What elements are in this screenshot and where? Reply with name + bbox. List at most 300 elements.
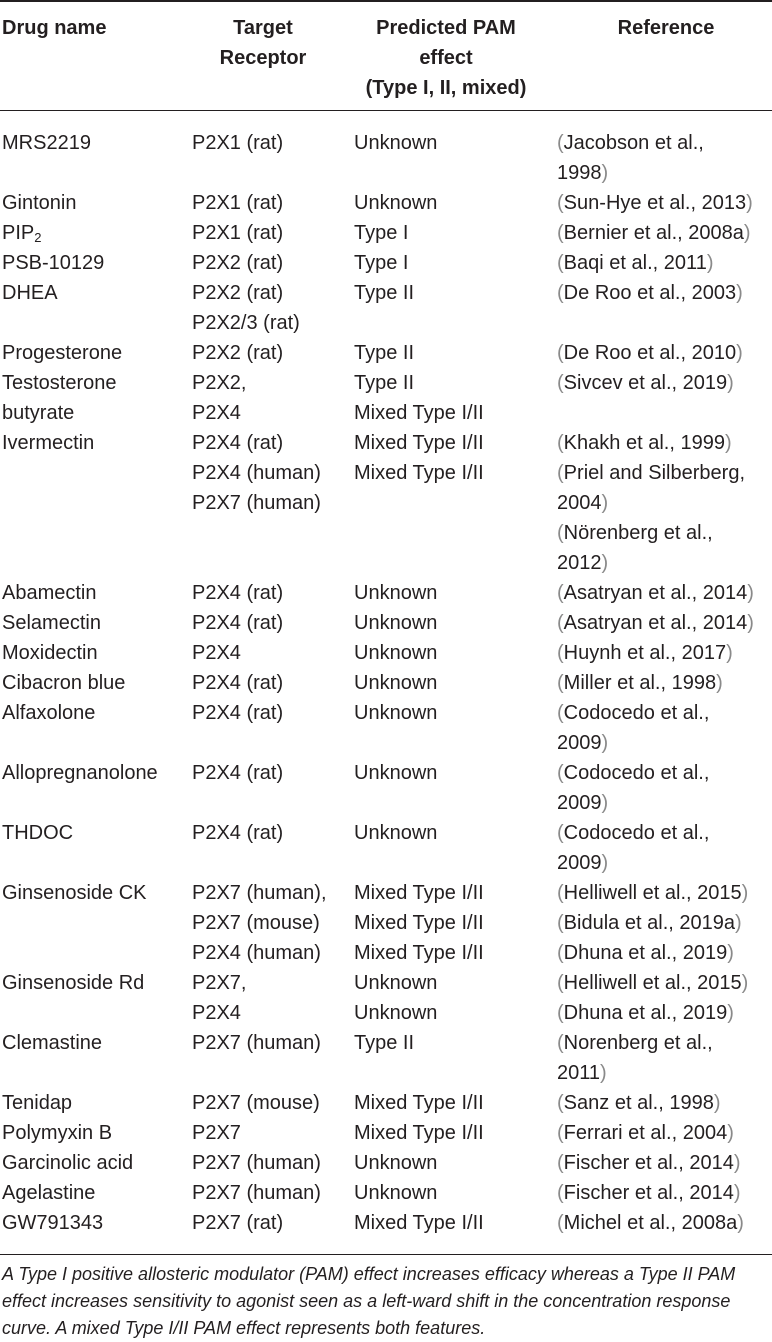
drug-name-cell bbox=[2, 608, 101, 638]
parenthesis: ) bbox=[601, 492, 609, 514]
reference-cell bbox=[557, 338, 743, 368]
parenthesis: ) bbox=[601, 792, 609, 814]
parenthesis: ( bbox=[557, 372, 564, 394]
drug-name-cell bbox=[2, 1148, 133, 1178]
cell-line: 2009) bbox=[557, 732, 609, 754]
cell-line: 2009) bbox=[557, 792, 609, 814]
cell-line: (Baqi et al., 2011) bbox=[557, 252, 714, 274]
table-row bbox=[0, 128, 772, 188]
cell-line: Mixed Type I/II bbox=[354, 1092, 484, 1114]
header-reference: Reference bbox=[617, 17, 715, 39]
cell-line: P2X1 (rat) bbox=[192, 192, 284, 214]
parenthesis: ) bbox=[601, 732, 609, 754]
table-row bbox=[0, 1148, 772, 1178]
reference-cell bbox=[557, 608, 754, 638]
parenthesis: ( bbox=[557, 282, 564, 304]
cell-line: (Sanz et al., 1998) bbox=[557, 1092, 721, 1114]
drug-name-cell bbox=[2, 188, 77, 218]
cell-line: Unknown bbox=[354, 1152, 438, 1174]
pam-effect-cell bbox=[354, 968, 437, 1028]
table-row bbox=[0, 638, 772, 668]
cell-line: P2X2 (rat) bbox=[192, 252, 284, 274]
drug-name-cell bbox=[2, 878, 147, 908]
cell-line: (Huynh et al., 2017) bbox=[557, 642, 733, 664]
reference-cell bbox=[557, 818, 709, 878]
parenthesis: ( bbox=[557, 822, 564, 844]
cell-line: (Michel et al., 2008a) bbox=[557, 1212, 744, 1234]
cell-line: Tenidap bbox=[2, 1092, 73, 1114]
target-receptor-cell bbox=[192, 1148, 321, 1178]
header-pam-line: effect bbox=[419, 47, 473, 69]
subscript: 2 bbox=[34, 230, 42, 245]
reference-cell bbox=[557, 1208, 744, 1238]
parenthesis: ( bbox=[557, 1122, 564, 1144]
parenthesis: ) bbox=[747, 582, 754, 604]
parenthesis: ) bbox=[735, 912, 742, 934]
cell-line: Type II bbox=[354, 282, 415, 304]
target-receptor-cell bbox=[192, 1208, 283, 1238]
cell-line: Testosterone bbox=[2, 372, 117, 394]
cell-line: $PIP_2$ bbox=[2, 222, 42, 245]
table-row bbox=[0, 428, 772, 578]
cell-line: (De Roo et al., 2003) bbox=[557, 282, 743, 304]
cell-line: 2009) bbox=[557, 852, 609, 874]
target-receptor-cell bbox=[192, 668, 283, 698]
target-receptor-cell bbox=[192, 218, 283, 248]
parenthesis: ) bbox=[713, 1092, 721, 1114]
parenthesis: ( bbox=[557, 612, 564, 634]
target-receptor-cell bbox=[192, 698, 283, 728]
pam-effect-cell bbox=[354, 428, 484, 488]
cell-line: Progesterone bbox=[2, 342, 123, 364]
cell-line: Unknown bbox=[354, 702, 438, 724]
pam-effect-cell bbox=[354, 668, 437, 698]
reference-cell bbox=[557, 248, 713, 278]
reference-cell bbox=[557, 758, 709, 818]
drug-name-cell bbox=[2, 578, 97, 608]
target-receptor-cell bbox=[192, 818, 283, 848]
parenthesis: ) bbox=[600, 1062, 607, 1084]
cell-line: Mixed Type I/II bbox=[354, 1212, 484, 1234]
target-receptor-cell bbox=[192, 368, 246, 428]
table-row bbox=[0, 368, 772, 428]
table-row bbox=[0, 968, 772, 1028]
cell-line: (Fischer et al., 2014) bbox=[557, 1152, 741, 1174]
parenthesis: ( bbox=[557, 762, 564, 784]
cell-line: Cibacron blue bbox=[2, 672, 126, 694]
target-receptor-cell bbox=[192, 608, 283, 638]
pam-effect-cell bbox=[354, 218, 408, 248]
reference-cell bbox=[557, 1028, 713, 1088]
parenthesis: ( bbox=[557, 522, 564, 544]
table-row bbox=[0, 758, 772, 818]
drug-name-cell bbox=[2, 1178, 95, 1208]
cell-line: Alfaxolone bbox=[2, 702, 96, 724]
pam-effect-cell bbox=[354, 698, 437, 728]
parenthesis: ( bbox=[557, 1182, 564, 1204]
reference-cell bbox=[557, 188, 753, 218]
cell-line: PSB-10129 bbox=[2, 252, 105, 274]
cell-line: P2X7 (human) bbox=[192, 1182, 321, 1204]
cell-line: P2X7 bbox=[192, 1122, 241, 1144]
cell-line: (Dhuna et al., 2019) bbox=[557, 1002, 734, 1024]
parenthesis: ( bbox=[557, 1032, 564, 1054]
header-pam-line: (Type I, II, mixed) bbox=[365, 77, 527, 99]
parenthesis: ) bbox=[741, 882, 749, 904]
parenthesis: ) bbox=[706, 252, 714, 274]
cell-line: Unknown bbox=[354, 822, 438, 844]
cell-line: (Codocedo et al., bbox=[557, 762, 710, 784]
reference-cell bbox=[557, 1148, 741, 1178]
cell-line: P2X7 (mouse) bbox=[192, 1092, 320, 1114]
cell-line: 2011) bbox=[557, 1062, 607, 1084]
pam-effect-cell bbox=[354, 1088, 484, 1118]
target-receptor-cell bbox=[192, 338, 283, 368]
cell-line: Mixed Type I/II bbox=[354, 432, 484, 454]
table-row bbox=[0, 818, 772, 878]
drug-name-cell bbox=[2, 338, 122, 368]
pam-effect-cell bbox=[354, 1028, 414, 1058]
parenthesis: ) bbox=[601, 552, 609, 574]
table-bottom-rule bbox=[0, 1254, 772, 1255]
cell-line: butyrate bbox=[2, 402, 75, 424]
cell-line: Agelastine bbox=[2, 1182, 96, 1204]
cell-line: 2004) bbox=[557, 492, 609, 514]
parenthesis: ) bbox=[601, 162, 609, 184]
target-receptor-cell bbox=[192, 1118, 241, 1148]
cell-line: (Asatryan et al., 2014) bbox=[557, 582, 754, 604]
parenthesis: ( bbox=[557, 642, 564, 664]
cell-line: P2X7 (human) bbox=[192, 1032, 321, 1054]
reference-cell bbox=[557, 1118, 734, 1148]
parenthesis: ) bbox=[724, 432, 732, 454]
target-receptor-cell bbox=[192, 1028, 321, 1058]
parenthesis: ( bbox=[557, 1002, 564, 1024]
parenthesis: ) bbox=[733, 1152, 741, 1174]
parenthesis: ( bbox=[557, 672, 564, 694]
header-target-line: Target bbox=[233, 17, 293, 39]
parenthesis: ( bbox=[557, 432, 564, 454]
pam-effect-cell bbox=[354, 578, 437, 608]
header-target-line: Receptor bbox=[219, 47, 307, 69]
table-row bbox=[0, 1118, 772, 1148]
cell-line: THDOC bbox=[2, 822, 74, 844]
table-row bbox=[0, 608, 772, 638]
table-row bbox=[0, 668, 772, 698]
cell-line: P2X7 (human) bbox=[192, 1152, 321, 1174]
pam-effect-cell bbox=[354, 278, 414, 308]
target-receptor-cell bbox=[192, 248, 283, 278]
reference-cell bbox=[557, 878, 748, 968]
cell-line: P2X4 (rat) bbox=[192, 672, 284, 694]
header-target-receptor bbox=[192, 13, 334, 73]
cell-line: Mixed Type I/II bbox=[354, 942, 484, 964]
cell-line: (Norenberg et al., bbox=[557, 1032, 713, 1054]
cell-line: P2X7 (mouse) bbox=[192, 912, 320, 934]
cell-line: Type I bbox=[354, 222, 409, 244]
cell-line: P2X7 (human) bbox=[192, 492, 321, 514]
cell-line: Mixed Type I/II bbox=[354, 882, 484, 904]
cell-line: (Sivcev et al., 2019) bbox=[557, 372, 734, 394]
target-receptor-cell bbox=[192, 638, 241, 668]
cell-line: P2X4 (human) bbox=[192, 462, 321, 484]
cell-line: P2X1 (rat) bbox=[192, 132, 284, 154]
pam-effect-cell bbox=[354, 638, 437, 668]
parenthesis: ) bbox=[727, 372, 734, 394]
drug-name-cell bbox=[2, 818, 73, 848]
pam-effect-cell bbox=[354, 1118, 484, 1148]
parenthesis: ( bbox=[557, 882, 564, 904]
parenthesis: ( bbox=[557, 462, 564, 484]
table-top-rule bbox=[0, 0, 772, 2]
cell-line: Unknown bbox=[354, 972, 438, 994]
parenthesis: ( bbox=[557, 702, 564, 724]
drug-name-cell bbox=[2, 278, 58, 308]
cell-line: Garcinolic acid bbox=[2, 1152, 134, 1174]
pam-effect-cell bbox=[354, 878, 484, 968]
cell-line: Unknown bbox=[354, 612, 438, 634]
cell-line: P2X4 (rat) bbox=[192, 702, 284, 724]
drug-name-cell bbox=[2, 758, 158, 788]
table-row bbox=[0, 698, 772, 758]
cell-line: (Miller et al., 1998) bbox=[557, 672, 723, 694]
pam-effect-cell bbox=[354, 1148, 437, 1178]
cell-line: Selamectin bbox=[2, 612, 101, 634]
cell-line: MRS2219 bbox=[2, 132, 91, 154]
drug-name-cell bbox=[2, 1028, 102, 1058]
cell-line: Unknown bbox=[354, 672, 438, 694]
reference-cell bbox=[557, 278, 743, 308]
parenthesis: ) bbox=[736, 342, 743, 364]
parenthesis: ) bbox=[727, 942, 734, 964]
cell-line: (Helliwell et al., 2015) bbox=[557, 972, 749, 994]
target-receptor-cell bbox=[192, 1088, 320, 1118]
table-row bbox=[0, 878, 772, 968]
reference-cell bbox=[557, 638, 733, 668]
table-footnote: A Type I positive allosteric modulator (PAM) effect increases efficacy whereas a Type II PAM effect increases sensitivity to agonist seen as a left-ward shift in the concentration response curve. A mixed Type I/II PAM effect represents both features. bbox=[2, 1264, 736, 1338]
parenthesis: ) bbox=[746, 192, 753, 214]
parenthesis: ) bbox=[743, 222, 751, 244]
drug-name-cell bbox=[2, 1118, 112, 1148]
parenthesis: ( bbox=[557, 222, 564, 244]
parenthesis: ) bbox=[741, 972, 749, 994]
pam-effect-cell bbox=[354, 188, 437, 218]
cell-line: P2X2 (rat) bbox=[192, 342, 284, 364]
parenthesis: ) bbox=[601, 852, 609, 874]
cell-line: P2X4 (human) bbox=[192, 942, 321, 964]
cell-line: 2012) bbox=[557, 552, 609, 574]
table-row bbox=[0, 188, 772, 218]
reference-cell bbox=[557, 428, 745, 578]
pam-effect-cell bbox=[354, 1178, 437, 1208]
table-row bbox=[0, 1178, 772, 1208]
table-row bbox=[0, 278, 772, 338]
cell-line: (Dhuna et al., 2019) bbox=[557, 942, 734, 964]
drug-name-cell bbox=[2, 218, 41, 248]
cell-line: Moxidectin bbox=[2, 642, 98, 664]
header-rule bbox=[0, 110, 772, 111]
cell-line: P2X4 (rat) bbox=[192, 762, 284, 784]
table-row bbox=[0, 338, 772, 368]
reference-cell bbox=[557, 698, 709, 758]
drug-name-cell bbox=[2, 368, 117, 428]
reference-cell bbox=[557, 968, 748, 1028]
cell-line: Mixed Type I/II bbox=[354, 1122, 484, 1144]
cell-line: Unknown bbox=[354, 192, 438, 214]
table-row bbox=[0, 1088, 772, 1118]
cell-line: (Sun-Hye et al., 2013) bbox=[557, 192, 753, 214]
cell-line: Mixed Type I/II bbox=[354, 912, 484, 934]
cell-line: P2X2, bbox=[192, 372, 247, 394]
cell-line: Unknown bbox=[354, 132, 438, 154]
parenthesis: ( bbox=[557, 1212, 564, 1234]
cell-line: Mixed Type I/II bbox=[354, 462, 484, 484]
parenthesis: ) bbox=[727, 1122, 734, 1144]
drug-name-cell bbox=[2, 248, 104, 278]
cell-line: (Codocedo et al., bbox=[557, 702, 710, 724]
reference-cell bbox=[557, 1178, 741, 1208]
target-receptor-cell bbox=[192, 578, 283, 608]
cell-line: Allopregnanolone bbox=[2, 762, 158, 784]
cell-line: Mixed Type I/II bbox=[354, 402, 484, 424]
cell-line: (Bidula et al., 2019a) bbox=[557, 912, 742, 934]
reference-cell bbox=[557, 128, 704, 188]
cell-line: Unknown bbox=[354, 762, 438, 784]
parenthesis: ( bbox=[557, 342, 564, 364]
cell-line: P2X2 (rat) bbox=[192, 282, 284, 304]
reference-cell bbox=[557, 368, 734, 398]
cell-line: P2X1 (rat) bbox=[192, 222, 284, 244]
parenthesis: ) bbox=[737, 1212, 744, 1234]
cell-line: P2X2/3 (rat) bbox=[192, 312, 300, 334]
parenthesis: ) bbox=[716, 672, 723, 694]
pam-effect-cell bbox=[354, 128, 437, 158]
target-receptor-cell bbox=[192, 968, 246, 1028]
parenthesis: ( bbox=[557, 582, 564, 604]
target-receptor-cell bbox=[192, 188, 283, 218]
cell-line: P2X7 (rat) bbox=[192, 1212, 284, 1234]
parenthesis: ) bbox=[727, 1002, 734, 1024]
cell-line: (Khakh et al., 1999) bbox=[557, 432, 732, 454]
cell-line: (Asatryan et al., 2014) bbox=[557, 612, 754, 634]
cell-line: Ginsenoside CK bbox=[2, 882, 147, 904]
cell-line: (Jacobson et al., bbox=[557, 132, 704, 154]
parenthesis: ( bbox=[557, 1092, 564, 1114]
cell-line: Type II bbox=[354, 342, 415, 364]
pam-effect-cell bbox=[354, 368, 484, 428]
target-receptor-cell bbox=[192, 128, 283, 158]
pam-effect-cell bbox=[354, 818, 437, 848]
drug-name-cell bbox=[2, 638, 98, 668]
cell-line: P2X4 bbox=[192, 402, 241, 424]
cell-line: Polymyxin B bbox=[2, 1122, 113, 1144]
table-body bbox=[0, 128, 772, 1238]
cell-line: (Ferrari et al., 2004) bbox=[557, 1122, 734, 1144]
target-receptor-cell bbox=[192, 878, 327, 968]
table-row bbox=[0, 1028, 772, 1088]
reference-cell bbox=[557, 578, 754, 608]
table-row bbox=[0, 218, 772, 248]
parenthesis: ( bbox=[557, 1152, 564, 1174]
cell-line: Unknown bbox=[354, 1002, 438, 1024]
pam-effect-cell bbox=[354, 338, 414, 368]
header-drug-name: Drug name bbox=[2, 17, 107, 39]
reference-cell bbox=[557, 218, 751, 248]
header-predicted-pam bbox=[350, 13, 542, 103]
drug-name-cell bbox=[2, 668, 125, 698]
parenthesis: ( bbox=[557, 192, 564, 214]
cell-line: P2X4 bbox=[192, 1002, 241, 1024]
drug-name-cell bbox=[2, 1208, 103, 1238]
cell-line: GW791343 bbox=[2, 1212, 104, 1234]
target-receptor-cell bbox=[192, 428, 321, 518]
cell-line: 1998) bbox=[557, 162, 609, 184]
cell-line: (Bernier et al., 2008a) bbox=[557, 222, 751, 244]
cell-line: Clemastine bbox=[2, 1032, 103, 1054]
cell-line: Type II bbox=[354, 1032, 415, 1054]
cell-line: (Nörenberg et al., bbox=[557, 522, 713, 544]
cell-line: Unknown bbox=[354, 582, 438, 604]
parenthesis: ( bbox=[557, 972, 564, 994]
drug-name-cell bbox=[2, 428, 94, 458]
parenthesis: ) bbox=[733, 1182, 741, 1204]
cell-line: P2X7 (human), bbox=[192, 882, 327, 904]
cell-line: DHEA bbox=[2, 282, 58, 304]
reference-cell bbox=[557, 668, 723, 698]
drug-name-cell bbox=[2, 128, 91, 158]
header-pam-line: Predicted PAM bbox=[376, 17, 516, 39]
parenthesis: ( bbox=[557, 912, 564, 934]
cell-line: P2X7, bbox=[192, 972, 247, 994]
cell-line: Unknown bbox=[354, 1182, 438, 1204]
parenthesis: ( bbox=[557, 942, 564, 964]
pam-effect-cell bbox=[354, 608, 437, 638]
cell-line: Ivermectin bbox=[2, 432, 95, 454]
target-receptor-cell bbox=[192, 1178, 321, 1208]
pam-effect-cell bbox=[354, 248, 408, 278]
cell-line: (Priel and Silberberg, bbox=[557, 462, 745, 484]
target-receptor-cell bbox=[192, 758, 283, 788]
drug-name-cell bbox=[2, 968, 144, 998]
cell-line: Type II bbox=[354, 372, 415, 394]
parenthesis: ) bbox=[747, 612, 754, 634]
cell-line: Unknown bbox=[354, 642, 438, 664]
cell-line: (Helliwell et al., 2015) bbox=[557, 882, 749, 904]
cell-line: (Codocedo et al., bbox=[557, 822, 710, 844]
cell-line: (Fischer et al., 2014) bbox=[557, 1182, 741, 1204]
cell-line: P2X4 (rat) bbox=[192, 582, 284, 604]
cell-line: P2X4 (rat) bbox=[192, 822, 284, 844]
table-row bbox=[0, 1208, 772, 1238]
cell-line: (De Roo et al., 2010) bbox=[557, 342, 743, 364]
cell-line: P2X4 (rat) bbox=[192, 432, 284, 454]
cell-line: Abamectin bbox=[2, 582, 97, 604]
drug-name-cell bbox=[2, 698, 95, 728]
pam-effect-cell bbox=[354, 758, 437, 788]
parenthesis: ) bbox=[726, 642, 733, 664]
cell-line: Gintonin bbox=[2, 192, 77, 214]
parenthesis: ( bbox=[557, 132, 564, 154]
table-row bbox=[0, 578, 772, 608]
parenthesis: ) bbox=[736, 282, 743, 304]
drug-name-cell bbox=[2, 1088, 72, 1118]
cell-line: P2X4 (rat) bbox=[192, 612, 284, 634]
cell-line: Ginsenoside Rd bbox=[2, 972, 145, 994]
parenthesis: ( bbox=[557, 252, 564, 274]
cell-line: Type I bbox=[354, 252, 409, 274]
target-receptor-cell bbox=[192, 278, 300, 338]
table-row bbox=[0, 248, 772, 278]
